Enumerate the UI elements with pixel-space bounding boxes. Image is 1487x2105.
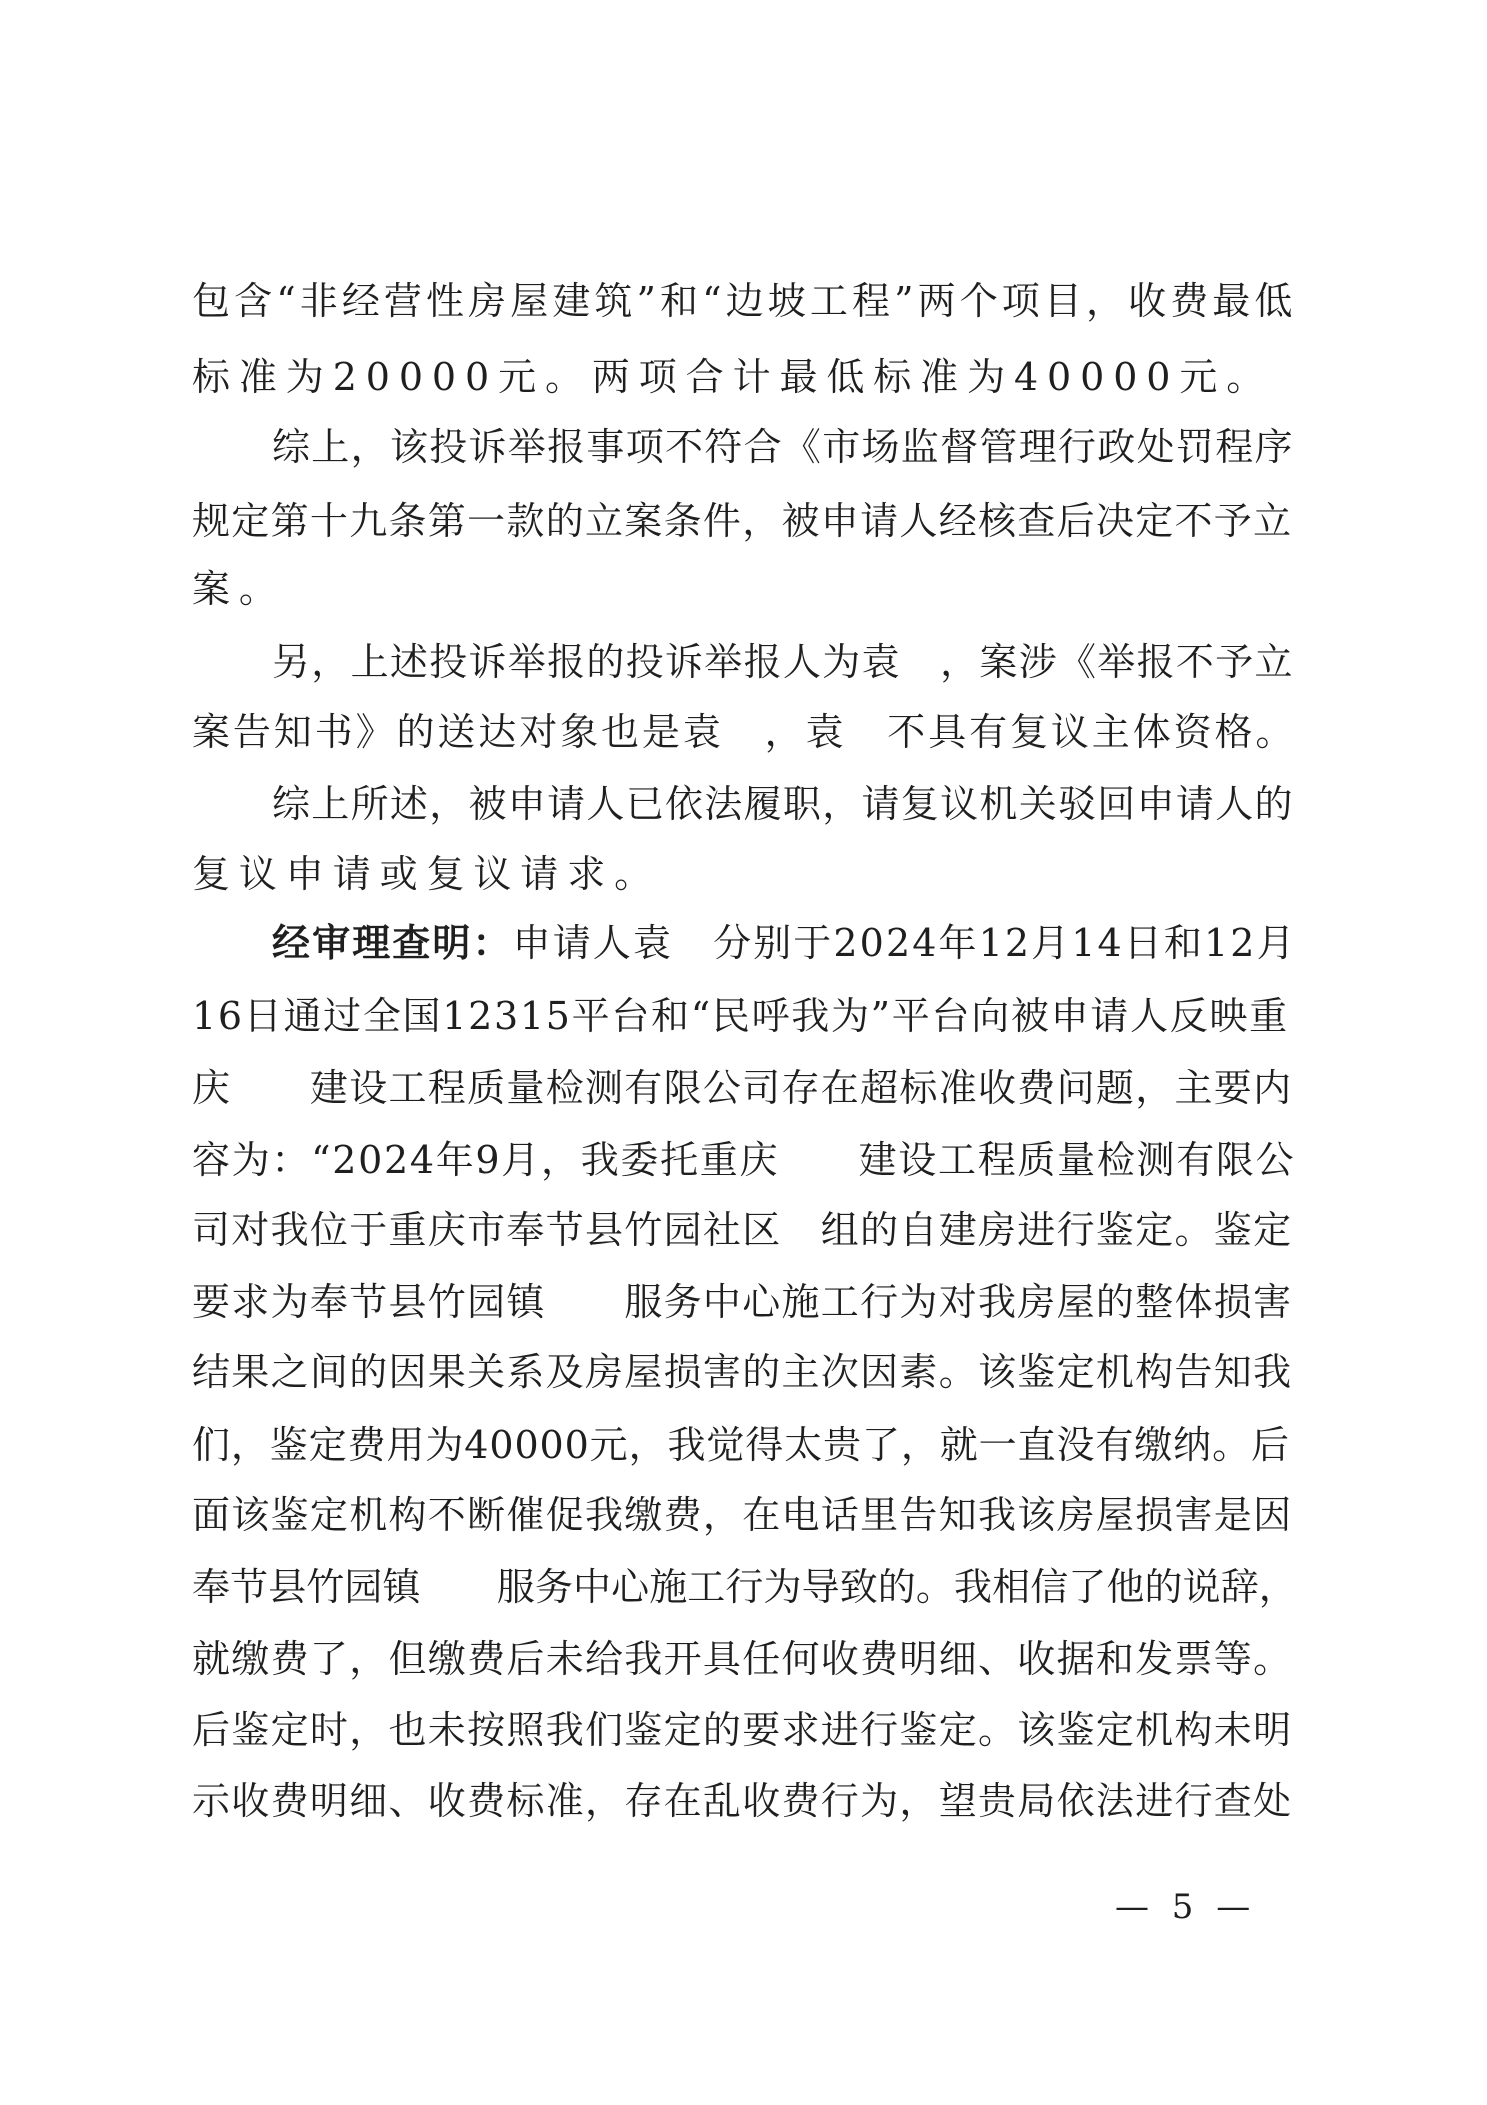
paragraph-line: 标准为20000元。两项合计最低标准为40000元。 bbox=[192, 355, 1274, 399]
paragraph-line: 复议申请或复议请求。 bbox=[192, 852, 662, 896]
paragraph-line: 们，鉴定费用为40000元，我觉得太贵了，就一直没有缴纳。后 bbox=[192, 1423, 1290, 1467]
paragraph-line: 面该鉴定机构不断催促我缴费，在电话里告知我该房屋损害是因 bbox=[192, 1493, 1293, 1537]
paragraph-line: 案。 bbox=[192, 567, 286, 611]
page-number: — 5 — bbox=[1115, 1887, 1257, 1927]
paragraph-line: 就缴费了，但缴费后未给我开具任何收费明细、收据和发票等。 bbox=[192, 1637, 1293, 1681]
finding-line bbox=[272, 920, 1297, 965]
paragraph-line: 容为：“2024年9月，我委托重庆 建设工程质量检测有限公 bbox=[192, 1138, 1296, 1182]
paragraph-line: 规定第十九条第一款的立案条件，被申请人经核查后决定不予立 bbox=[192, 499, 1293, 543]
paragraph-line: 司对我位于重庆市奉节县竹园社区 组的自建房进行鉴定。鉴定 bbox=[192, 1208, 1293, 1252]
finding-text: 申请人袁 分别于2024年12月14日和12月 bbox=[512, 921, 1297, 965]
paragraph-line: 奉节县竹园镇 服务中心施工行为导致的。我相信了他的说辞， bbox=[192, 1565, 1297, 1609]
paragraph-line: 另，上述投诉举报的投诉举报人为袁 ，案涉《举报不予立 bbox=[272, 640, 1294, 684]
paragraph-line: 要求为奉节县竹园镇 服务中心施工行为对我房屋的整体损害 bbox=[192, 1280, 1293, 1324]
paragraph-line: 示收费明细、收费标准，存在乱收费行为，望贵局依法进行查处 bbox=[192, 1779, 1293, 1823]
paragraph-line: 结果之间的因果关系及房屋损害的主次因素。该鉴定机构告知我 bbox=[192, 1350, 1293, 1394]
paragraph-line: 庆 建设工程质量检测有限公司存在超标准收费问题，主要内 bbox=[192, 1066, 1293, 1110]
paragraph-line: 综上，该投诉举报事项不符合《市场监督管理行政处罚程序 bbox=[272, 425, 1294, 469]
paragraph-line: 16日通过全国12315平台和“民呼我为”平台向被申请人反映重 bbox=[192, 994, 1289, 1038]
paragraph-line: 案告知书》的送达对象也是袁 ，袁 不具有复议主体资格。 bbox=[192, 710, 1297, 754]
paragraph-line: 综上所述，被申请人已依法履职，请复议机关驳回申请人的 bbox=[272, 782, 1294, 826]
paragraph-line: 后鉴定时，也未按照我们鉴定的要求进行鉴定。该鉴定机构未明 bbox=[192, 1708, 1293, 1752]
paragraph-line: 包含“非经营性房屋建筑”和“边坡工程”两个项目，收费最低 bbox=[192, 279, 1297, 323]
finding-label: 经审理查明： bbox=[272, 920, 513, 965]
